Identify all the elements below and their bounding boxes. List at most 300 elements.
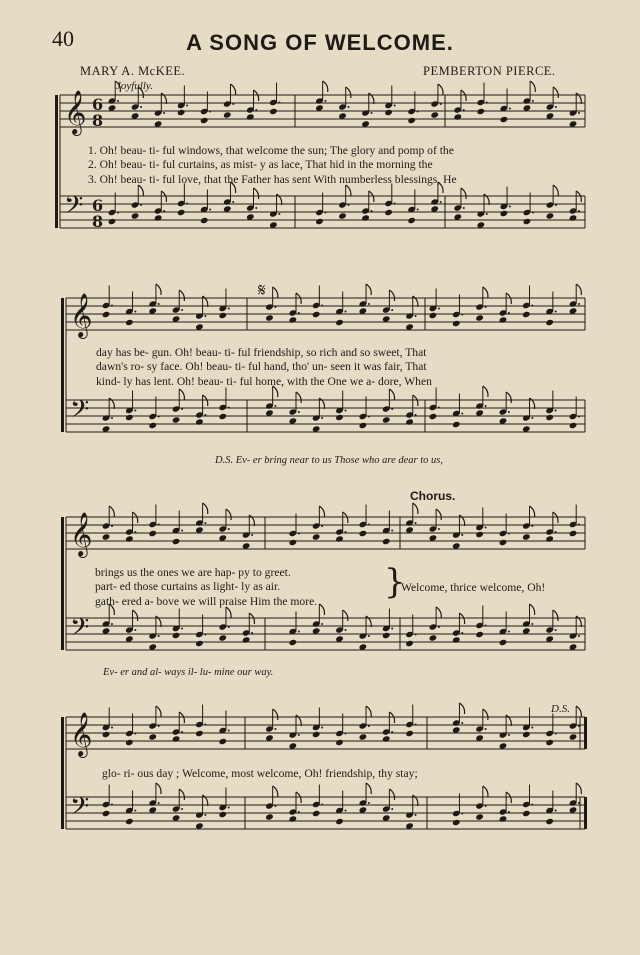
note-dot — [134, 311, 136, 313]
note-head — [545, 739, 554, 746]
note-dot — [181, 408, 183, 410]
note-dot — [368, 635, 370, 637]
note-flag — [438, 84, 443, 95]
note-dot — [298, 533, 300, 535]
note-dot — [509, 206, 511, 208]
chorus-line: Welcome, thrice welcome, Oh! — [401, 581, 546, 594]
note-flag — [506, 392, 511, 403]
note-dot — [321, 417, 323, 419]
note-dot — [321, 727, 323, 729]
note-head — [289, 639, 298, 646]
note-dot — [485, 805, 487, 807]
note-flag — [343, 610, 348, 621]
note-dot — [555, 733, 557, 735]
verse-1-line: brings us the ones we are hap- py to greet. — [95, 566, 291, 579]
note-flag — [254, 188, 259, 199]
note-flag — [156, 706, 161, 717]
note-head — [335, 414, 344, 421]
note-dot — [485, 527, 487, 529]
note-dot — [134, 733, 136, 735]
note-head — [453, 113, 462, 120]
note-dot — [508, 411, 510, 413]
bass-clef-icon: 𝄢 — [70, 613, 90, 648]
note-dot — [391, 731, 393, 733]
note-head — [125, 535, 134, 542]
note-head — [477, 108, 486, 115]
note-head — [545, 535, 554, 542]
note-flag — [576, 706, 581, 717]
note-head — [102, 810, 111, 817]
verse-2-line: part- ed those curtains as light- ly as air. — [95, 580, 281, 594]
note-head — [361, 214, 370, 221]
note-dot — [532, 100, 534, 102]
note-head — [218, 413, 227, 420]
note-dot — [181, 628, 183, 630]
note-head — [335, 319, 344, 326]
note-dot — [345, 629, 347, 631]
note-dot — [298, 312, 300, 314]
note-dot — [440, 103, 442, 105]
note-dot — [111, 305, 113, 307]
chorus-line: glo- ri- ous day ; Welcome, most welcome, Oh! friendship, thy stay; — [102, 767, 418, 780]
note-head — [195, 418, 204, 425]
note-head — [452, 421, 461, 428]
verse-2-line: 2. Oh! beau- ti- ful curtains, as mist- y as lace, That hid in the morning the — [88, 158, 433, 172]
note-dot — [209, 209, 211, 211]
note-dot — [438, 626, 440, 628]
note-dot — [508, 533, 510, 535]
lyricist-credit: MARY A. McKEE. — [80, 64, 186, 78]
note-dot — [204, 724, 206, 726]
note-head — [382, 416, 391, 423]
note-head — [405, 730, 414, 737]
note-head — [452, 320, 461, 327]
note-flag — [156, 783, 161, 794]
time-signature-icon: 8 — [92, 212, 104, 231]
system-bracket — [61, 717, 64, 829]
note-dot — [391, 408, 393, 410]
note-dot — [415, 814, 417, 816]
note-flag — [319, 604, 324, 615]
note-dot — [531, 305, 533, 307]
note-dot — [555, 531, 557, 533]
note-head — [499, 815, 508, 822]
note-head — [315, 218, 324, 225]
note-dot — [578, 635, 580, 637]
note-head — [177, 209, 186, 216]
bass-clef-icon: 𝄢 — [64, 191, 84, 226]
note-dot — [274, 306, 276, 308]
note-head — [218, 811, 227, 818]
note-head — [265, 813, 274, 820]
note-flag — [366, 783, 371, 794]
note-dot — [204, 522, 206, 524]
note-flag — [530, 81, 535, 92]
note-head — [312, 311, 321, 318]
system-3-lyrics — [95, 566, 317, 609]
note-head — [499, 316, 508, 323]
note-dot — [158, 303, 160, 305]
note-head — [475, 531, 484, 538]
system-bracket — [55, 95, 58, 228]
treble-clef-icon: 𝄞 — [70, 512, 93, 556]
note-dot — [134, 629, 136, 631]
note-dot — [508, 811, 510, 813]
note-head — [177, 109, 186, 116]
note-head — [522, 731, 531, 738]
note-dot — [368, 802, 370, 804]
note-dot — [158, 524, 160, 526]
note-dot — [461, 534, 463, 536]
note-dot — [181, 530, 183, 532]
note-head — [125, 414, 134, 421]
note-flag — [576, 783, 581, 794]
note-head — [289, 815, 298, 822]
time-signature-icon: 6 — [92, 196, 104, 215]
note-flag — [323, 81, 328, 92]
note-head — [335, 818, 344, 825]
treble-clef-icon: 𝄞 — [70, 712, 93, 756]
note-flag — [226, 509, 231, 520]
note-head — [269, 108, 278, 115]
song-title: A SONG OF WELCOME. — [186, 30, 454, 55]
note-dot — [345, 311, 347, 313]
note-dot — [134, 810, 136, 812]
note-head — [289, 539, 298, 546]
note-dot — [578, 524, 580, 526]
note-dot — [204, 814, 206, 816]
note-head — [545, 414, 554, 421]
note-flag — [179, 789, 184, 800]
note-dot — [485, 405, 487, 407]
note-head — [545, 319, 554, 326]
note-dot — [348, 204, 350, 206]
note-dot — [163, 210, 165, 212]
note-flag — [273, 287, 278, 298]
note-dot — [463, 207, 465, 209]
note-dot — [461, 314, 463, 316]
note-head — [499, 539, 508, 546]
note-dot — [111, 623, 113, 625]
note-head — [200, 117, 209, 124]
verse-2-line: dawn's ro- sy face. Oh! beau- ti- ful hand, tho' un- seen it was fair, That — [96, 360, 427, 374]
note-dot — [228, 528, 230, 530]
note-flag — [389, 789, 394, 800]
note-dot — [321, 525, 323, 527]
bass-clef-icon: 𝄢 — [70, 395, 90, 430]
note-dot — [555, 204, 557, 206]
note-flag — [273, 786, 278, 797]
note-dot — [485, 306, 487, 308]
note-dot — [508, 312, 510, 314]
note-flag — [530, 604, 535, 615]
note-head — [102, 533, 111, 540]
note-head — [172, 538, 181, 545]
note-dot — [251, 632, 253, 634]
note-dot — [415, 315, 417, 317]
note-dot — [274, 805, 276, 807]
note-head — [125, 818, 134, 825]
note-head — [312, 731, 321, 738]
time-signature-icon: 8 — [92, 111, 104, 130]
note-head — [405, 640, 414, 647]
note-head — [500, 210, 509, 217]
note-dot — [509, 108, 511, 110]
note-flag — [133, 610, 138, 621]
note-head — [359, 733, 368, 740]
note-flag — [389, 290, 394, 301]
note-head — [522, 533, 531, 540]
note-head — [500, 116, 509, 123]
system-bracket — [61, 517, 64, 650]
note-dot — [274, 405, 276, 407]
note-dot — [298, 811, 300, 813]
note-flag — [296, 392, 301, 403]
note-head — [407, 217, 416, 224]
note-dot — [368, 416, 370, 418]
note-head — [242, 636, 251, 643]
note-dot — [163, 112, 165, 114]
note-head — [125, 319, 134, 326]
note-dot — [415, 414, 417, 416]
note-dot — [391, 628, 393, 630]
note-dot — [438, 308, 440, 310]
note-head — [172, 632, 181, 639]
note-head — [569, 422, 578, 429]
note-dot — [461, 722, 463, 724]
note-flag — [483, 386, 488, 397]
note-dot — [321, 305, 323, 307]
note-dot — [508, 734, 510, 736]
note-dot — [345, 810, 347, 812]
note-head — [312, 533, 321, 540]
note-head — [429, 312, 438, 319]
note-dot — [186, 105, 188, 107]
ds-text: D.S. Ev- er bring near to us Those who are dear to us, — [215, 455, 443, 466]
note-dot — [111, 525, 113, 527]
note-head — [569, 733, 578, 740]
time-signature-icon: 6 — [92, 95, 104, 114]
note-head — [569, 214, 578, 221]
note-head — [359, 422, 368, 429]
note-head — [195, 640, 204, 647]
note-dot — [371, 210, 373, 212]
note-dot — [438, 407, 440, 409]
note-dot — [140, 106, 142, 108]
note-flag — [366, 284, 371, 295]
note-dot — [415, 522, 417, 524]
note-flag — [436, 607, 441, 618]
note-head — [475, 314, 484, 321]
note-dot — [255, 207, 257, 209]
note-dot — [555, 410, 557, 412]
note-dot — [461, 632, 463, 634]
note-dot — [532, 212, 534, 214]
note-head — [545, 818, 554, 825]
note-dot — [228, 308, 230, 310]
system-2-lyrics — [96, 346, 432, 389]
note-head — [148, 530, 157, 537]
note-dot — [461, 413, 463, 415]
note-flag — [530, 506, 535, 517]
note-dot — [117, 212, 119, 214]
verse-1-line: 1. Oh! beau- ti- ful windows, that welcome the sun; The glory and pomp of the — [88, 144, 454, 157]
note-head — [338, 212, 347, 219]
note-dot — [391, 530, 393, 532]
note-head — [131, 212, 140, 219]
note-dot — [228, 626, 230, 628]
note-dot — [508, 631, 510, 633]
note-head — [429, 413, 438, 420]
note-flag — [576, 284, 581, 295]
note-dot — [348, 106, 350, 108]
note-dot — [181, 731, 183, 733]
note-dot — [298, 631, 300, 633]
note-dot — [391, 309, 393, 311]
page-number: 40 — [52, 26, 74, 51]
note-head — [218, 312, 227, 319]
verse-3-line: gath- ered a- bove we will praise Him the more. — [95, 594, 318, 608]
note-head — [569, 530, 578, 537]
note-dot — [415, 634, 417, 636]
note-flag — [179, 290, 184, 301]
note-dot — [278, 102, 280, 104]
note-head — [405, 418, 414, 425]
note-dot — [555, 106, 557, 108]
note-dot — [531, 623, 533, 625]
note-head — [407, 117, 416, 124]
note-head — [154, 214, 163, 221]
note-flag — [553, 87, 558, 98]
note-head — [102, 731, 111, 738]
note-head — [246, 113, 255, 120]
note-head — [382, 538, 391, 545]
note-dot — [578, 303, 580, 305]
composer-credit: PEMBERTON PIERCE. — [423, 64, 556, 78]
note-head — [452, 819, 461, 826]
system-4-lyrics — [102, 767, 418, 781]
note-dot — [321, 623, 323, 625]
note-dot — [461, 813, 463, 815]
note-flag — [273, 709, 278, 720]
note-flag — [436, 509, 441, 520]
note-dot — [181, 309, 183, 311]
note-flag — [319, 506, 324, 517]
note-dot — [158, 725, 160, 727]
bar-line — [584, 717, 587, 749]
note-dot — [486, 102, 488, 104]
note-dot — [298, 734, 300, 736]
note-dot — [158, 416, 160, 418]
note-flag — [346, 87, 351, 98]
treble-clef-icon: 𝄞 — [64, 90, 87, 134]
note-dot — [255, 109, 257, 111]
note-head — [546, 212, 555, 219]
note-dot — [463, 109, 465, 111]
note-dot — [555, 810, 557, 812]
note-flag — [366, 706, 371, 717]
note-head — [475, 631, 484, 638]
note-head — [429, 634, 438, 641]
note-dot — [134, 410, 136, 412]
note-dot — [228, 807, 230, 809]
note-flag — [553, 610, 558, 621]
note-head — [148, 422, 157, 429]
note-dot — [345, 531, 347, 533]
note-head — [523, 218, 532, 225]
note-dot — [578, 416, 580, 418]
note-head — [359, 530, 368, 537]
note-head — [218, 634, 227, 641]
note-dot — [111, 804, 113, 806]
note-dot — [531, 525, 533, 527]
verse-1-line: day has be- gun. Oh! beau- ti- ful friendship, so rich and so sweet, That — [96, 346, 427, 359]
note-dot — [438, 528, 440, 530]
note-dot — [368, 303, 370, 305]
note-flag — [459, 703, 464, 714]
note-dot — [417, 209, 419, 211]
note-dot — [186, 203, 188, 205]
note-head — [522, 810, 531, 817]
note-dot — [578, 802, 580, 804]
note-dot — [228, 407, 230, 409]
note-head — [172, 416, 181, 423]
note-dot — [440, 201, 442, 203]
note-dot — [345, 410, 347, 412]
note-head — [452, 636, 461, 643]
chorus-label: Chorus. — [410, 489, 456, 503]
note-flag — [230, 84, 235, 95]
note-dot — [117, 100, 119, 102]
note-flag — [553, 185, 558, 196]
note-dot — [486, 213, 488, 215]
note-dot — [321, 804, 323, 806]
note-head — [265, 314, 274, 321]
note-flag — [138, 87, 143, 98]
note-flag — [483, 709, 488, 720]
note-dot — [158, 635, 160, 637]
note-dot — [531, 727, 533, 729]
note-head — [172, 735, 181, 742]
note-dot — [578, 210, 580, 212]
note-dot — [417, 111, 419, 113]
note-head — [384, 209, 393, 216]
verse-3-line: 3. Oh! beau- ti- ful love, that the Father has sent With numberless blessings, He — [88, 172, 457, 186]
note-dot — [324, 100, 326, 102]
note-head — [522, 311, 531, 318]
note-dot — [485, 625, 487, 627]
note-head — [125, 739, 134, 746]
note-head — [384, 109, 393, 116]
note-dot — [394, 105, 396, 107]
note-head — [430, 111, 439, 118]
segno-icon: 𝄋 — [258, 280, 266, 301]
note-head — [200, 217, 209, 224]
note-head — [335, 535, 344, 542]
note-head — [335, 739, 344, 746]
note-dot — [204, 414, 206, 416]
bar-line — [584, 797, 587, 829]
note-flag — [179, 389, 184, 400]
bass-clef-icon: 𝄢 — [70, 792, 90, 827]
note-head — [223, 111, 232, 118]
note-dot — [232, 103, 234, 105]
note-dot — [158, 802, 160, 804]
note-head — [312, 810, 321, 817]
note-dot — [251, 534, 253, 536]
note-flag — [389, 389, 394, 400]
note-dot — [555, 311, 557, 313]
